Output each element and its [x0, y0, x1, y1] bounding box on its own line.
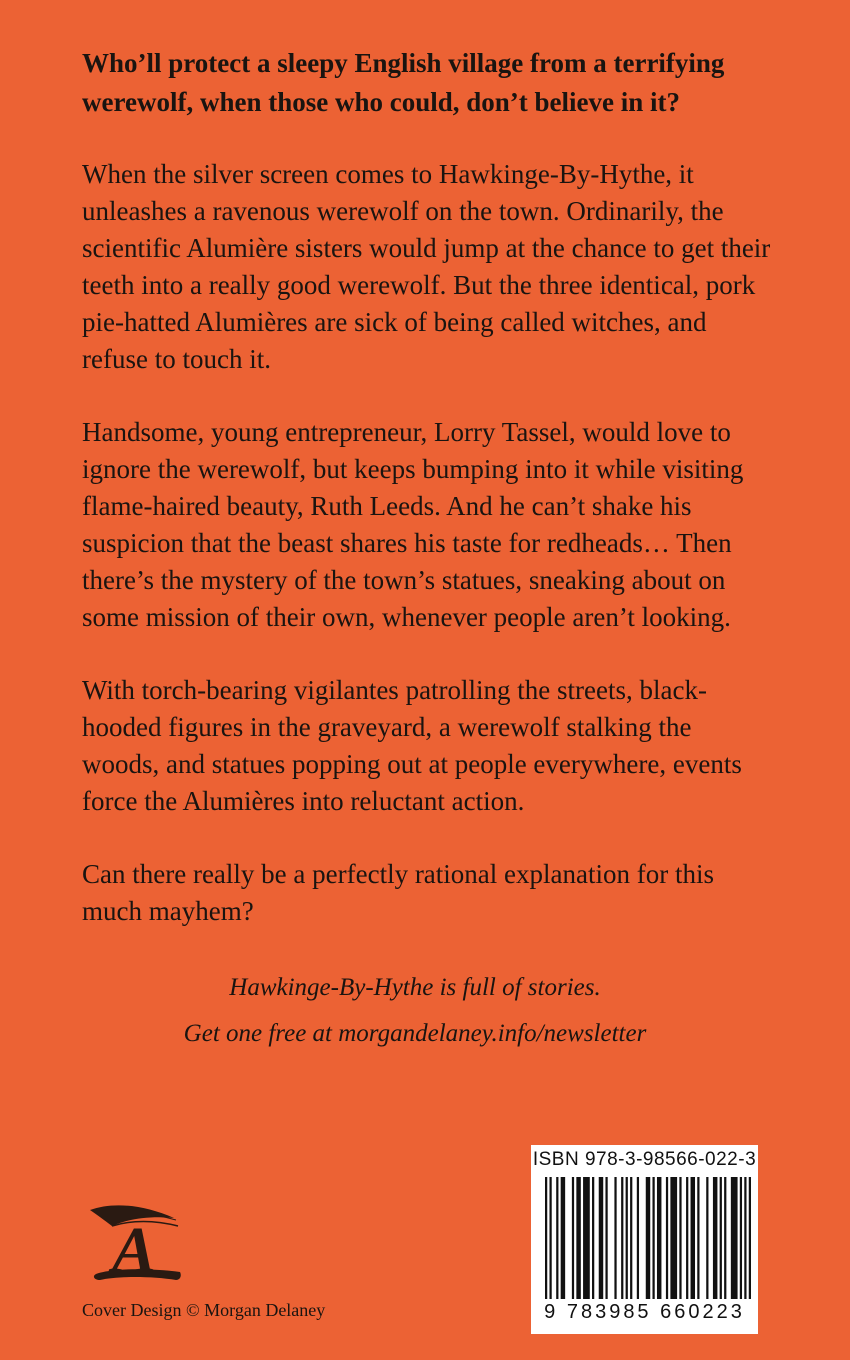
barcode-bar — [637, 1177, 639, 1299]
barcode-bar — [614, 1177, 616, 1299]
barcode-bar — [626, 1177, 628, 1299]
barcode-bar — [679, 1177, 681, 1299]
barcode-bar — [646, 1177, 650, 1299]
logo-letter: A — [112, 1214, 157, 1287]
blurb-paragraph-4: Can there really be a perfectly rational explanation for this much mayhem? — [82, 859, 714, 926]
blurb-paragraph-3: With torch-bearing vigilantes patrolling the streets, black-hooded figures in the graveyard, a werewolf stalking the woods, and statues popping out at people everywhere, events force the Alumières into reluctant action. — [82, 675, 742, 816]
barcode-bar — [731, 1177, 738, 1299]
blurb-paragraph-1: When the silver screen comes to Hawkinge-By-Hythe, it unleashes a ravenous werewolf on the town. Ordinarily, the scientific Alumière sisters would jump at the chance to get their teeth into a really good werewolf. But the three identical, pork pie-hatted Alumières are sick of being called witches, and refuse to touch it. — [82, 159, 771, 374]
quill-letter-a-logo-icon — [82, 1200, 192, 1290]
barcode-bar — [740, 1177, 742, 1299]
barcode-bar — [670, 1177, 677, 1299]
barcode-bar — [691, 1177, 695, 1299]
isbn-barcode — [531, 1145, 758, 1334]
isbn-label: ISBN 978-3-98566-022-3 — [532, 1149, 757, 1170]
barcode-bar — [605, 1177, 607, 1299]
barcode-bar — [599, 1177, 603, 1299]
barcode-bar — [556, 1177, 558, 1299]
barcode-bar — [583, 1177, 590, 1299]
barcode-bar — [724, 1177, 726, 1299]
barcode-bar — [666, 1177, 668, 1299]
barcode-bar — [744, 1177, 746, 1299]
barcode-bar — [621, 1177, 623, 1299]
cover-design-credit: Cover Design © Morgan Delaney — [82, 1300, 326, 1320]
isbn-digits: 9 783985 660223 — [544, 1301, 745, 1323]
barcode-bar — [720, 1177, 722, 1299]
barcode-bar — [686, 1177, 688, 1299]
barcode-bars — [545, 1177, 751, 1307]
barcode-bar — [713, 1177, 717, 1299]
barcode-bar — [549, 1177, 551, 1299]
blurb — [82, 44, 772, 966]
barcode-bar — [706, 1177, 708, 1299]
barcode-bar — [657, 1177, 661, 1299]
barcode-bar — [652, 1177, 654, 1299]
promo-line-2: Get one free at morgandelaney.info/newsletter — [183, 1020, 647, 1047]
barcode-bar — [545, 1177, 547, 1299]
blurb-paragraph-2: Handsome, young entrepreneur, Lorry Tassel, would love to ignore the werewolf, but keeps bumping into it while visiting flame-haired beauty, Ruth Leeds. And he can’t shake his suspicion that the beast shares his taste for redheads… Then there’s the mystery of the town’s statues, sneaking about on some mission of their own, whenever people aren’t looking. — [82, 417, 744, 632]
barcode-bar — [749, 1177, 751, 1299]
promo-line-1: Hawkinge-By-Hythe is full of stories. — [229, 974, 601, 1001]
barcode-bar — [572, 1177, 574, 1299]
barcode-bar — [630, 1177, 632, 1299]
barcode-bar — [697, 1177, 699, 1299]
blurb-headline: Who’ll protect a sleepy English village from a terrifying werewolf, when those who could, don’t believe in it? — [82, 48, 725, 117]
barcode-bar — [576, 1177, 580, 1299]
barcode-bar — [592, 1177, 594, 1299]
barcode-bar — [561, 1177, 565, 1299]
